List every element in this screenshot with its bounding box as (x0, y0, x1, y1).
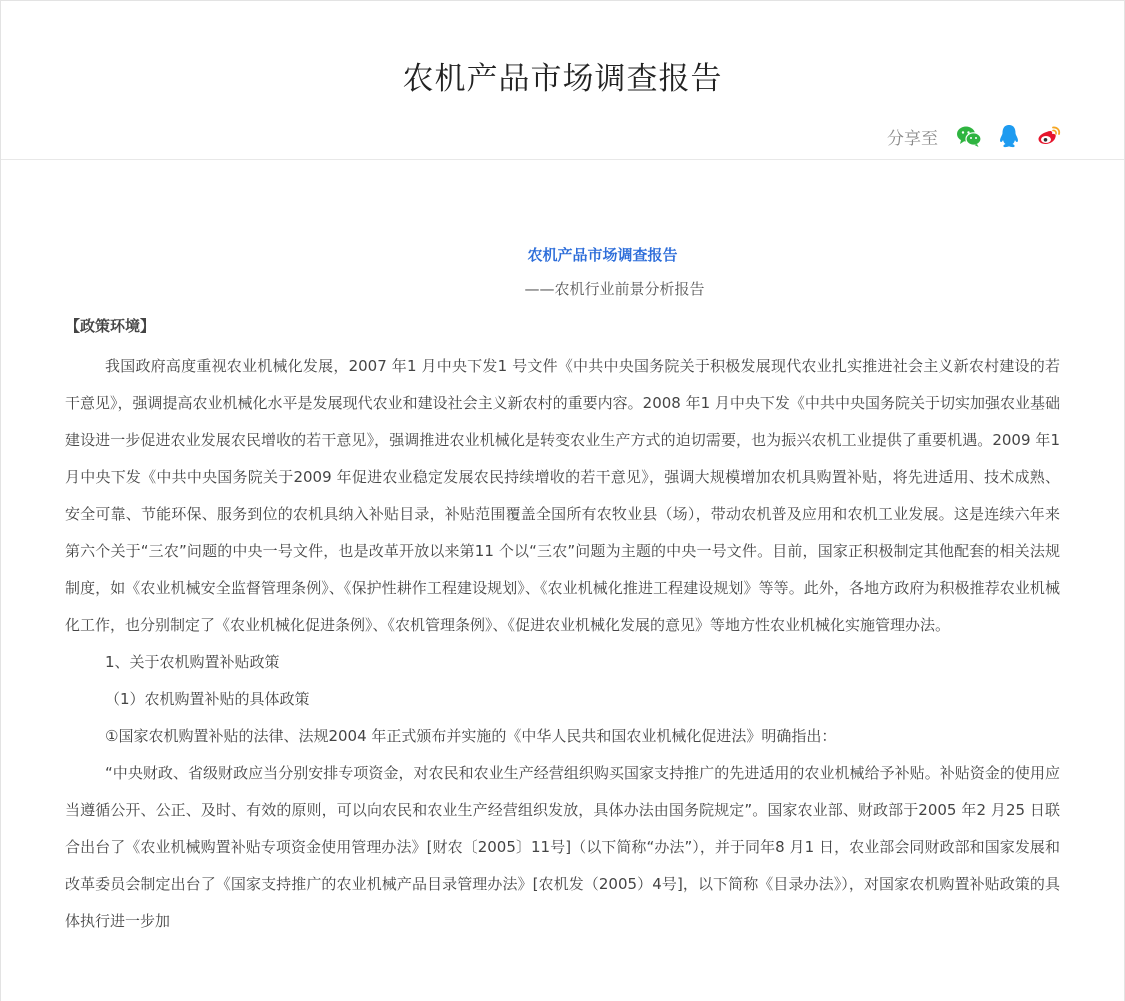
paragraph: （1）农机购置补贴的具体政策 (105, 690, 310, 708)
paragraph: 我国政府高度重视农业机械化发展，2007 年1 月中央下发1 号文件《中共中央国务院关于积极发展现代农业扎实推进社会主义新农村建设的若干意见》，强调提高农业机械化水平是发展现代农业和建设社会主义新农村的重要内容。2008 年1 月中央下发《中共中央国务院关于切实加强农业基础建设进一步促进农业发展农民增收的若干意见》，强调推进农业机械化是转变农业生产方式的迫切需要，也为振兴农机工业提供了重要机遇。2009 年1 月中央下发《中共中央国务院关于2009 年促进农业稳定发展农民持续增收的若干意见》，强调大规模增加农机具购置补贴，将先进适用、技术成熟、安全可靠、节能环保、服务到位的农机具纳入补贴目录，补贴范围覆盖全国所有农牧业县（场），带动农机普及应用和农机工业发展。这是连续六年来第六个关于“三农”问题的中央一号文件，也是改革开放以来第11 个以“三农”问题为主题的中央一号文件。目前，国家正积极制定其他配套的相关法规制度，如《农业机械安全监督管理条例》、《保护性耕作工程建设规划》、《农业机械化推进工程建设规划》等等。此外，各地方政府为积极推荐农业机械化工作，也分别制定了《农业机械化促进条例》、《农机管理条例》、《促进农业机械化发展的意见》等地方性农业机械化实施管理办法。 (65, 357, 1060, 634)
weibo-icon[interactable] (1036, 123, 1062, 149)
wechat-icon[interactable] (956, 123, 982, 149)
paragraph: 1、关于农机购置补贴政策 (105, 653, 280, 671)
article-body (1, 160, 1124, 940)
page-title: 农机产品市场调查报告 (402, 61, 723, 97)
paragraph: “中央财政、省级财政应当分别安排专项资金，对农民和农业生产经营组织购买国家支持推广的先进适用的农业机械给予补贴。补贴资金的使用应当遵循公开、公正、及时、有效的原则，可以向农民和农业生产经营组织发放，具体办法由国务院规定”。国家农业部、财政部于2005 年2 月25 日联合出台了《农业机械购置补贴专项资金使用管理办法》[财农〔2005〕11号]（以下简称“办法”），并于同年8 月1 日，农业部会同财政部和国家发展和改革委员会制定出台了《国家支持推广的农业机械产品目录管理办法》[农机发（2005）4号]，以下简称《目录办法》），对国家农机购置补贴政策的具体执行进一步加 (65, 764, 1060, 930)
qq-icon[interactable] (996, 123, 1022, 149)
article-header (1, 1, 1124, 160)
article-subtitle: ——农机行业前景分析报告 (524, 280, 705, 298)
section-heading: 【政策环境】 (65, 317, 156, 335)
share-bar (887, 119, 1062, 153)
share-label: 分享至 (887, 128, 938, 149)
article-title: 农机产品市场调查报告 (527, 246, 678, 264)
paragraph: ①国家农机购置补贴的法律、法规2004 年正式颁布并实施的《中华人民共和国农业机械化促进法》明确指出： (105, 727, 837, 745)
